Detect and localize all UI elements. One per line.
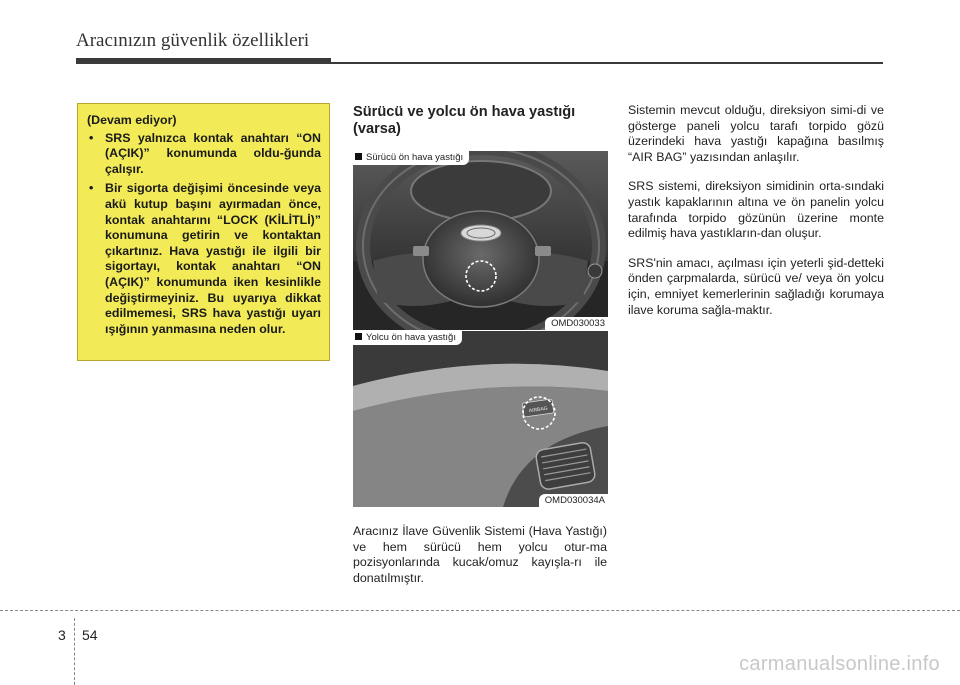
body-paragraph: SRS sistemi, direksiyon simidinin orta-sındaki yastık kapaklarının altına ve ön panelin yolcu tarafında torpido gözünün üzerine monte edilmiş hava yastıkların-dan oluşur. (628, 179, 884, 241)
body-paragraph: SRS'nin amacı, açılması için yeterli şid-detteki önden çarpmalarda, sürücü ve/ veya ön yolcu için, emniyet kemerlerinin sağladığı korumaya ilave koruma sağla-maktır. (628, 255, 884, 317)
warning-item-text: Bir sigorta değişimi öncesinde veya akü kutup başını ayırmadan önce, kontak anahtarını “LOCK (KİLİTLİ)” konumuna getirin ve kontaktan çıkartınız. Hava yastığı ile ilgili bir sigortayı, kontak anahtarı “ON (AÇIK)” konumunda iken kesinlikle değiştirmeyiniz. Bu uyarıya dikkat edilmemesi, SRS hava yastığı uyarı ışığının yanmasına neden olur. (105, 181, 321, 336)
watermark: carmanualsonline.info (739, 653, 940, 675)
section-title: Sürücü ve yolcu ön hava yastığı (varsa) (353, 104, 576, 137)
figure-label (353, 151, 469, 165)
dashboard-photo-icon (353, 331, 608, 507)
body-paragraph: Sistemin mevcut olduğu, direksiyon simi-di ve gösterge paneli yolcu tarafı torpido gözü üzerindeki hava yastığı kapağına basılmış “AIR BAG” yazısından anlaşılır. (628, 103, 884, 164)
warning-box (77, 103, 330, 361)
page-header-title: Aracınızın güvenlik özellikleri (76, 30, 310, 51)
airbag-badge-text: AIRBAG (528, 405, 549, 415)
warning-item-text: SRS yalnızca kontak anahtarı “ON (AÇIK)” konumunda oldu-ğunda çalışır. (105, 130, 321, 176)
warning-item (87, 181, 321, 337)
header-rule-thin (331, 62, 883, 64)
warning-heading: (Devam ediyor) (87, 113, 177, 127)
page-number: 54 (82, 627, 98, 643)
footer-vertical-divider (74, 618, 75, 685)
figure-label-text: Yolcu ön hava yastığı (366, 332, 456, 343)
bullet-icon: • (89, 181, 94, 196)
figure-code: OMD030033 (545, 317, 608, 330)
warning-list (87, 131, 321, 338)
intro-paragraph: Aracınız İlave Güvenlik Sistemi (Hava Yastığı) ve hem sürücü hem yolcu otur-ma pozisyonlarında kucak/omuz kayışla-rı ile donatılmıştır. (353, 524, 607, 585)
figure-label (353, 331, 462, 345)
square-bullet-icon (355, 333, 362, 340)
footer-divider (0, 610, 960, 611)
bullet-icon: • (89, 130, 94, 145)
steering-wheel-photo-icon (353, 151, 608, 330)
chapter-number: 3 (58, 627, 66, 643)
header-rule-thick (76, 58, 331, 64)
warning-item (87, 131, 321, 178)
figure-code: OMD030034A (539, 494, 608, 507)
square-bullet-icon (355, 153, 362, 160)
right-column (628, 103, 884, 332)
figure-driver-airbag (353, 151, 608, 330)
figure-passenger-airbag (353, 331, 608, 507)
figure-label-text: Sürücü ön hava yastığı (366, 152, 464, 163)
